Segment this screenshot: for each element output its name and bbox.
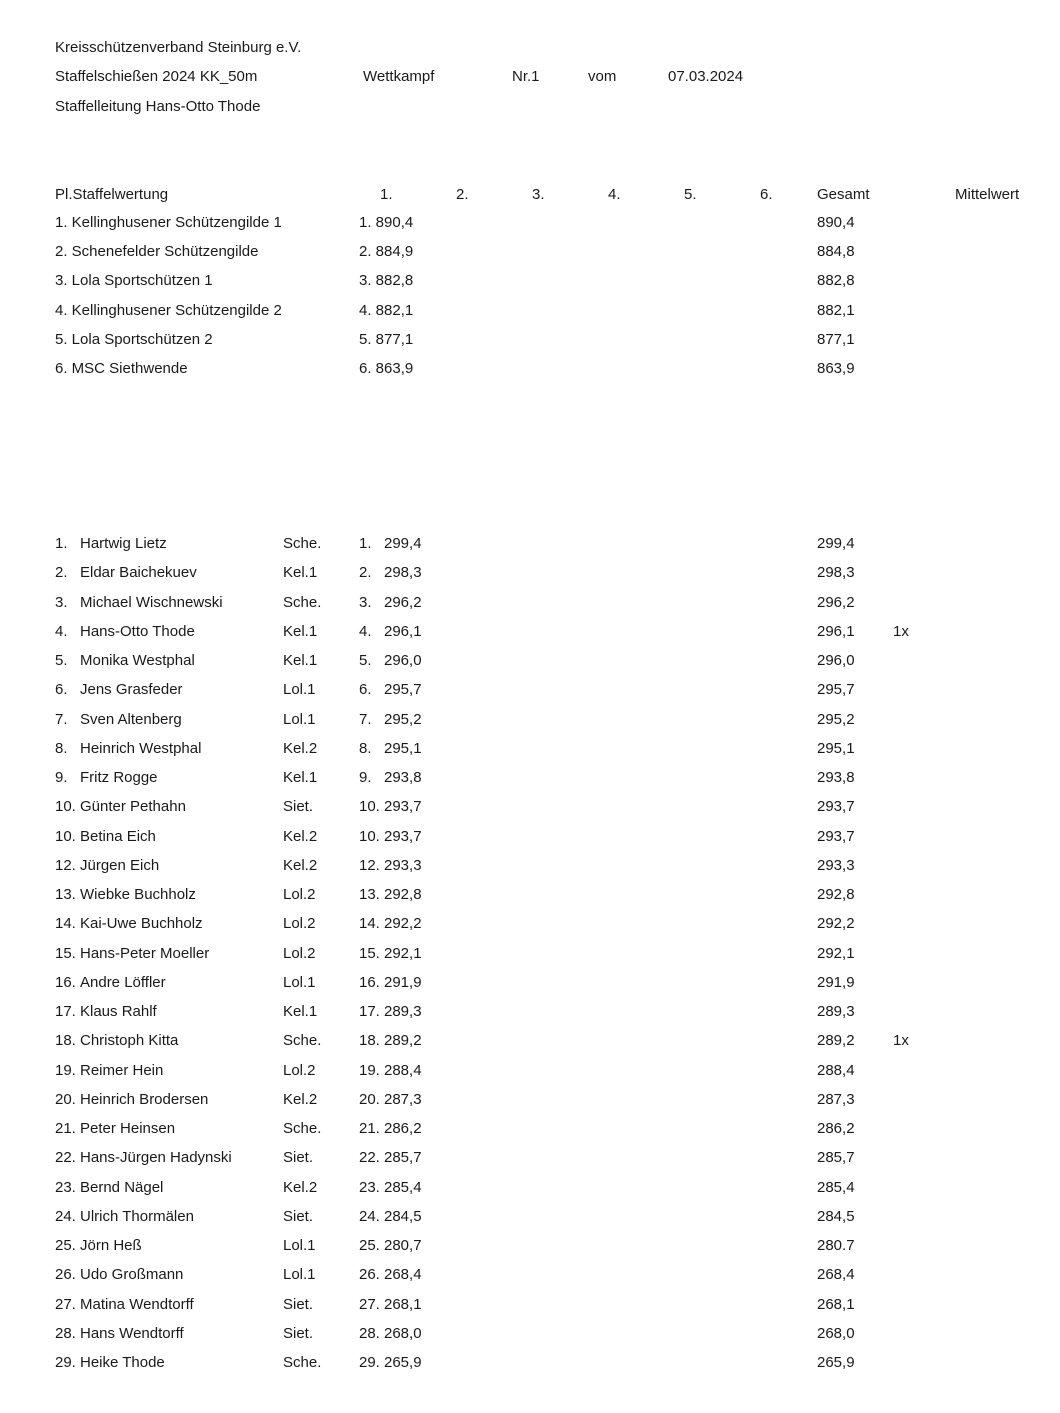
header-round-6: 6. <box>760 186 773 203</box>
team-round-1-score: 2. 884,9 <box>359 243 414 261</box>
shooter-row <box>0 563 1060 583</box>
shooter-round-1-place: 24. <box>359 1207 380 1225</box>
shooter-club: Siet. <box>283 1295 314 1313</box>
shooter-place: 23. <box>55 1178 76 1196</box>
shooter-row <box>0 944 1060 964</box>
shooter-row <box>0 1090 1060 1110</box>
header-mittelwert: Mittelwert <box>955 186 1020 203</box>
shooter-club: Kel.2 <box>283 856 318 874</box>
shooter-round-1-score: 291,9 <box>384 973 422 991</box>
shooter-club: Kel.1 <box>283 769 318 786</box>
shooter-place: 29. <box>55 1354 76 1371</box>
shooter-round-1-score: 265,9 <box>384 1354 422 1371</box>
shooter-total: 296,1 <box>817 622 855 640</box>
shooter-round-1-score: 296,2 <box>384 593 422 611</box>
shooter-total: 295,2 <box>817 710 855 728</box>
team-row <box>0 301 1060 321</box>
shooter-row <box>0 1236 1060 1256</box>
shooter-row <box>0 1295 1060 1315</box>
staffel-leitung: Staffelleitung Hans-Otto Thode <box>55 98 261 115</box>
shooter-club: Kel.1 <box>283 1003 318 1020</box>
team-round-1-score: 3. 882,8 <box>359 272 414 290</box>
shooter-total: 289,3 <box>817 1003 855 1020</box>
shooter-name: Heinrich Brodersen <box>80 1090 209 1108</box>
shooter-name: Udo Großmann <box>80 1266 184 1284</box>
shooter-name: Christoph Kitta <box>80 1032 179 1050</box>
shooter-round-1-place: 29. <box>359 1354 380 1371</box>
shooter-name: Heike Thode <box>80 1354 165 1371</box>
shooter-club: Lol.2 <box>283 944 316 962</box>
shooter-club: Lol.2 <box>283 915 316 933</box>
shooter-total: 293,7 <box>817 827 855 845</box>
shooter-club: Kel.2 <box>283 827 318 845</box>
shooter-round-1-score: 285,4 <box>384 1178 422 1196</box>
shooter-club: Siet. <box>283 1149 314 1167</box>
shooter-round-1-place: 23. <box>359 1178 380 1196</box>
shooter-place: 4. <box>55 622 68 640</box>
shooter-round-1-score: 298,3 <box>384 564 422 582</box>
shooter-round-1-place: 8. <box>359 739 372 757</box>
shooter-round-1-place: 5. <box>359 652 372 669</box>
team-total: 877,1 <box>817 330 855 348</box>
shooter-row <box>0 1265 1060 1285</box>
shooter-place: 9. <box>55 769 68 786</box>
shooter-round-1-score: 299,4 <box>384 535 422 552</box>
shooter-round-1-place: 28. <box>359 1324 380 1342</box>
shooter-round-1-score: 287,3 <box>384 1090 422 1108</box>
shooter-round-1-score: 295,7 <box>384 681 422 699</box>
shooter-row <box>0 1353 1060 1373</box>
shooter-club: Lol.1 <box>283 1237 316 1254</box>
shooter-name: Heinrich Westphal <box>80 739 202 757</box>
shooter-place: 28. <box>55 1324 76 1342</box>
shooter-club: Lol.1 <box>283 1266 316 1284</box>
team-total: 884,8 <box>817 243 855 261</box>
shooter-row <box>0 1178 1060 1198</box>
shooter-row <box>0 1148 1060 1168</box>
shooter-club: Sche. <box>283 1032 322 1050</box>
shooter-total: 289,2 <box>817 1032 855 1050</box>
shooter-round-1-place: 7. <box>359 710 372 728</box>
shooter-place: 13. <box>55 886 76 903</box>
shooter-place: 19. <box>55 1061 76 1079</box>
shooter-total: 285,7 <box>817 1149 855 1167</box>
shooter-total: 291,9 <box>817 973 855 991</box>
shooter-round-1-score: 293,3 <box>384 856 422 874</box>
shooter-total: 293,3 <box>817 856 855 874</box>
shooter-total: 265,9 <box>817 1354 855 1371</box>
shooter-club: Kel.1 <box>283 622 318 640</box>
competition-date: 07.03.2024 <box>668 68 744 85</box>
shooter-round-1-score: 295,2 <box>384 710 422 728</box>
shooter-round-1-place: 26. <box>359 1266 380 1284</box>
shooter-round-1-place: 9. <box>359 769 372 786</box>
shooter-round-1-place: 3. <box>359 593 372 611</box>
shooter-name: Monika Westphal <box>80 652 195 669</box>
shooter-total: 292,2 <box>817 915 855 933</box>
shooter-round-1-score: 268,0 <box>384 1324 422 1342</box>
shooter-name: Wiebke Buchholz <box>80 886 196 903</box>
shooter-name: Jens Grasfeder <box>80 681 183 699</box>
shooter-place: 2. <box>55 564 68 582</box>
shooter-name: Bernd Nägel <box>80 1178 164 1196</box>
shooter-total: 293,8 <box>817 769 855 786</box>
shooter-place: 10. <box>55 798 76 816</box>
shooter-name: Michael Wischnewski <box>80 593 223 611</box>
shooter-club: Siet. <box>283 1324 314 1342</box>
shooter-place: 7. <box>55 710 68 728</box>
shooter-note: 1x <box>893 1032 909 1050</box>
shooter-name: Jürgen Eich <box>80 856 160 874</box>
shooter-name: Eldar Baichekuev <box>80 564 197 582</box>
team-round-1-score: 1. 890,4 <box>359 214 414 231</box>
shooter-row <box>0 856 1060 876</box>
shooter-total: 288,4 <box>817 1061 855 1079</box>
shooter-total: 292,8 <box>817 886 855 903</box>
shooter-place: 8. <box>55 739 68 757</box>
shooter-club: Kel.1 <box>283 564 318 582</box>
shooter-round-1-place: 10. <box>359 827 380 845</box>
shooter-round-1-place: 21. <box>359 1120 380 1137</box>
shooter-club: Kel.2 <box>283 1090 318 1108</box>
header-round-3: 3. <box>532 186 545 203</box>
shooter-total: 280.7 <box>817 1237 855 1254</box>
shooter-round-1-place: 19. <box>359 1061 380 1079</box>
shooter-club: Sche. <box>283 1354 322 1371</box>
header-round-1: 1. <box>380 186 393 203</box>
shooter-place: 10. <box>55 827 76 845</box>
shooter-round-1-place: 27. <box>359 1295 380 1313</box>
shooter-row <box>0 1119 1060 1139</box>
shooter-total: 268,4 <box>817 1266 855 1284</box>
shooter-round-1-score: 286,2 <box>384 1120 422 1137</box>
shooter-place: 26. <box>55 1266 76 1284</box>
shooter-total: 286,2 <box>817 1120 855 1137</box>
shooter-club: Lol.1 <box>283 710 316 728</box>
vom-label: vom <box>588 68 617 85</box>
shooter-round-1-score: 295,1 <box>384 739 422 757</box>
shooter-name: Matina Wendtorff <box>80 1295 194 1313</box>
shooter-place: 15. <box>55 944 76 962</box>
shooter-row <box>0 534 1060 554</box>
shooter-total: 284,5 <box>817 1207 855 1225</box>
shooter-place: 20. <box>55 1090 76 1108</box>
shooter-round-1-place: 10. <box>359 798 380 816</box>
shooter-club: Lol.1 <box>283 973 316 991</box>
shooter-club: Sche. <box>283 593 322 611</box>
shooter-total: 299,4 <box>817 535 855 552</box>
shooter-place: 1. <box>55 535 68 552</box>
shooter-total: 295,7 <box>817 681 855 699</box>
header-round-2: 2. <box>456 186 469 203</box>
shooter-row <box>0 1061 1060 1081</box>
shooter-club: Kel.1 <box>283 652 318 669</box>
shooter-round-1-score: 292,1 <box>384 944 422 962</box>
team-total: 882,1 <box>817 301 855 319</box>
shooter-row <box>0 768 1060 788</box>
shooter-round-1-score: 289,3 <box>384 1003 422 1020</box>
shooter-place: 16. <box>55 973 76 991</box>
shooter-round-1-place: 25. <box>359 1237 380 1254</box>
shooter-round-1-score: 280,7 <box>384 1237 422 1254</box>
shooter-name: Jörn Heß <box>80 1237 142 1254</box>
team-total: 882,8 <box>817 272 855 290</box>
shooter-round-1-score: 268,4 <box>384 1266 422 1284</box>
shooter-name: Peter Heinsen <box>80 1120 176 1137</box>
shooter-round-1-place: 13. <box>359 886 380 903</box>
shooter-total: 268,1 <box>817 1295 855 1313</box>
org-name: Kreisschützenverband Steinburg e.V. <box>55 39 302 56</box>
shooter-row <box>0 593 1060 613</box>
header-round-5: 5. <box>684 186 697 203</box>
shooter-name: Hans-Otto Thode <box>80 622 195 640</box>
team-name: 4. Kellinghusener Schützengilde 2 <box>55 301 282 319</box>
team-total: 890,4 <box>817 214 855 231</box>
shooter-row <box>0 1207 1060 1227</box>
shooter-round-1-score: 285,7 <box>384 1149 422 1167</box>
shooter-row <box>0 739 1060 759</box>
shooter-club: Lol.2 <box>283 886 316 903</box>
team-name: 1. Kellinghusener Schützengilde 1 <box>55 214 282 231</box>
shooter-round-1-score: 292,8 <box>384 886 422 903</box>
shooter-club: Sche. <box>283 1120 322 1137</box>
shooter-total: 285,4 <box>817 1178 855 1196</box>
shooter-row <box>0 1031 1060 1051</box>
shooter-round-1-place: 15. <box>359 944 380 962</box>
shooter-round-1-place: 1. <box>359 535 372 552</box>
shooter-round-1-place: 17. <box>359 1003 380 1020</box>
header-round-4: 4. <box>608 186 621 203</box>
shooter-name: Hartwig Lietz <box>80 535 167 552</box>
shooter-row <box>0 622 1060 642</box>
shooter-row <box>0 827 1060 847</box>
shooter-round-1-score: 292,2 <box>384 915 422 933</box>
shooter-club: Siet. <box>283 798 314 816</box>
shooter-note: 1x <box>893 622 909 640</box>
shooter-total: 293,7 <box>817 798 855 816</box>
shooter-place: 14. <box>55 915 76 933</box>
shooter-place: 21. <box>55 1120 76 1137</box>
shooter-round-1-score: 296,1 <box>384 622 422 640</box>
shooter-round-1-place: 6. <box>359 681 372 699</box>
shooter-round-1-score: 293,7 <box>384 827 422 845</box>
shooter-total: 298,3 <box>817 564 855 582</box>
shooter-name: Hans Wendtorff <box>80 1324 184 1342</box>
shooter-name: Kai-Uwe Buchholz <box>80 915 203 933</box>
shooter-name: Sven Altenberg <box>80 710 182 728</box>
shooter-row <box>0 680 1060 700</box>
shooter-club: Kel.2 <box>283 739 318 757</box>
shooter-total: 292,1 <box>817 944 855 962</box>
shooter-total: 296,2 <box>817 593 855 611</box>
shooter-total: 295,1 <box>817 739 855 757</box>
team-row <box>0 359 1060 379</box>
shooter-round-1-score: 293,7 <box>384 798 422 816</box>
shooter-round-1-place: 20. <box>359 1090 380 1108</box>
shooter-row <box>0 797 1060 817</box>
shooter-name: Hans-Jürgen Hadynski <box>80 1149 232 1167</box>
header-staffelwertung: Pl.Staffelwertung <box>55 186 169 203</box>
shooter-name: Hans-Peter Moeller <box>80 944 210 962</box>
shooter-name: Günter Pethahn <box>80 798 186 816</box>
shooter-club: Siet. <box>283 1207 314 1225</box>
shooter-round-1-score: 289,2 <box>384 1032 422 1050</box>
shooter-total: 296,0 <box>817 652 855 669</box>
team-name: 6. MSC Siethwende <box>55 360 188 377</box>
shooter-round-1-score: 268,1 <box>384 1295 422 1313</box>
shooter-club: Sche. <box>283 535 322 552</box>
team-row <box>0 213 1060 233</box>
shooter-row <box>0 651 1060 671</box>
shooter-round-1-place: 12. <box>359 856 380 874</box>
shooter-round-1-place: 2. <box>359 564 372 582</box>
shooter-club: Lol.1 <box>283 681 316 699</box>
shooter-name: Andre Löffler <box>80 973 166 991</box>
shooter-round-1-score: 293,8 <box>384 769 422 786</box>
team-row <box>0 271 1060 291</box>
shooter-total: 287,3 <box>817 1090 855 1108</box>
shooter-name: Fritz Rogge <box>80 769 158 786</box>
team-total: 863,9 <box>817 360 855 377</box>
shooter-row <box>0 973 1060 993</box>
shooter-row <box>0 885 1060 905</box>
shooter-row <box>0 710 1060 730</box>
shooter-place: 27. <box>55 1295 76 1313</box>
shooter-place: 5. <box>55 652 68 669</box>
team-round-1-score: 4. 882,1 <box>359 301 414 319</box>
team-round-1-score: 5. 877,1 <box>359 330 414 348</box>
shooter-round-1-place: 16. <box>359 973 380 991</box>
team-round-1-score: 6. 863,9 <box>359 360 414 377</box>
header-gesamt: Gesamt <box>817 186 870 203</box>
competition-number: Nr.1 <box>512 68 540 85</box>
shooter-row <box>0 1324 1060 1344</box>
shooter-club: Kel.2 <box>283 1178 318 1196</box>
shooter-row <box>0 1002 1060 1022</box>
event-title: Staffelschießen 2024 KK_50m <box>55 68 258 85</box>
shooter-place: 6. <box>55 681 68 699</box>
shooter-place: 18. <box>55 1032 76 1050</box>
shooter-name: Reimer Hein <box>80 1061 164 1079</box>
team-name: 2. Schenefelder Schützengilde <box>55 243 259 261</box>
shooter-name: Ulrich Thormälen <box>80 1207 194 1225</box>
shooter-round-1-score: 296,0 <box>384 652 422 669</box>
team-name: 5. Lola Sportschützen 2 <box>55 330 213 348</box>
shooter-round-1-place: 22. <box>359 1149 380 1167</box>
wettkampf-label: Wettkampf <box>363 68 435 85</box>
shooter-place: 17. <box>55 1003 76 1020</box>
shooter-place: 25. <box>55 1237 76 1254</box>
shooter-row <box>0 914 1060 934</box>
shooter-place: 24. <box>55 1207 76 1225</box>
shooter-club: Lol.2 <box>283 1061 316 1079</box>
shooter-round-1-place: 14. <box>359 915 380 933</box>
shooter-round-1-score: 288,4 <box>384 1061 422 1079</box>
shooter-name: Betina Eich <box>80 827 156 845</box>
team-row <box>0 242 1060 262</box>
team-name: 3. Lola Sportschützen 1 <box>55 272 213 290</box>
shooter-round-1-place: 4. <box>359 622 372 640</box>
shooter-round-1-score: 284,5 <box>384 1207 422 1225</box>
shooter-name: Klaus Rahlf <box>80 1003 157 1020</box>
shooter-place: 12. <box>55 856 76 874</box>
shooter-round-1-place: 18. <box>359 1032 380 1050</box>
team-row <box>0 330 1060 350</box>
shooter-place: 22. <box>55 1149 76 1167</box>
shooter-place: 3. <box>55 593 68 611</box>
shooter-total: 268,0 <box>817 1324 855 1342</box>
